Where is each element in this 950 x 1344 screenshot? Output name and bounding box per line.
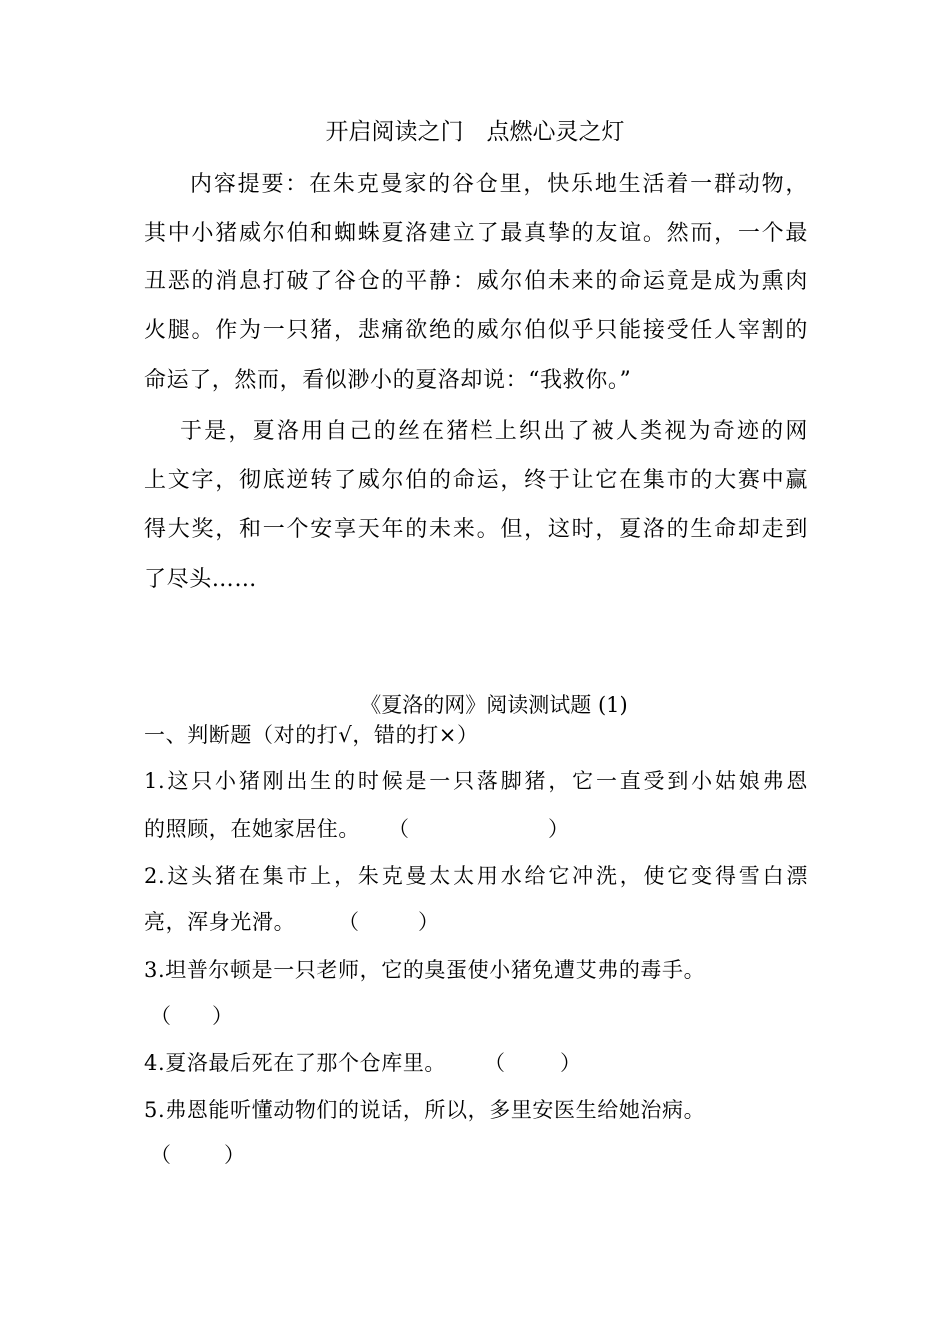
answer-paren-close: ） (560, 1051, 581, 1075)
answer-paren-close: ） (418, 910, 439, 934)
question-text: 5.弗恩能听懂动物们的说话，所以，多里安医生给她治病。 (144, 1098, 706, 1122)
question-text: 1.这只小猪刚出生的时候是一只落脚猪，它一直受到小姑娘弗恩 (144, 769, 808, 793)
summary-line: 其中小猪威尔伯和蜘蛛夏洛建立了最真挚的友谊。然而，一个最 (144, 221, 808, 246)
answer-paren-close: ） (224, 1143, 245, 1167)
section-heading: 一、判断题（对的打√，错的打×） (144, 723, 479, 747)
answer-paren-close: ） (548, 817, 569, 841)
answer-paren-open: （ (150, 1143, 171, 1167)
question-text: 4.夏洛最后死在了那个仓库里。 (144, 1051, 447, 1075)
summary-line: 火腿。作为一只猪，悲痛欲绝的威尔伯似乎只能接受任人宰割的 (144, 318, 808, 343)
test-title: 《夏洛的网》阅读测试题 (1) (360, 693, 628, 717)
page-title: 开启阅读之门 点燃心灵之灯 (325, 119, 625, 145)
summary-line: 得大奖，和一个安享天年的未来。但，这时，夏洛的生命却走到 (144, 517, 808, 542)
summary-line: 内容提要：在朱克曼家的谷仓里，快乐地生活着一群动物， (190, 172, 808, 197)
summary-line: 于是，夏洛用自己的丝在猪栏上织出了被人类视为奇迹的网 (180, 419, 808, 444)
summary-line: 丑恶的消息打破了谷仓的平静：威尔伯未来的命运竟是成为熏肉 (144, 269, 808, 294)
answer-paren-close: ） (212, 1004, 233, 1028)
summary-line: 命运了，然而，看似渺小的夏洛却说：“我救你。” (144, 368, 632, 393)
summary-line: 上文字，彻底逆转了威尔伯的命运，终于让它在集市的大赛中赢 (144, 468, 808, 493)
answer-paren-open: （ (150, 1004, 171, 1028)
answer-paren-open: （ (484, 1051, 505, 1075)
question-text: 3.坦普尔顿是一只老师，它的臭蛋使小猪免遭艾弗的毒手。 (144, 958, 706, 982)
answer-paren-open: （ (388, 817, 409, 841)
question-text: 的照顾，在她家居住。 (144, 817, 360, 841)
question-text: 亮，浑身光滑。 (144, 910, 296, 934)
answer-paren-open: （ (338, 910, 359, 934)
question-text: 2.这头猪在集市上，朱克曼太太用水给它冲洗，使它变得雪白漂 (144, 864, 808, 888)
summary-line: 了尽头…… (144, 567, 258, 592)
